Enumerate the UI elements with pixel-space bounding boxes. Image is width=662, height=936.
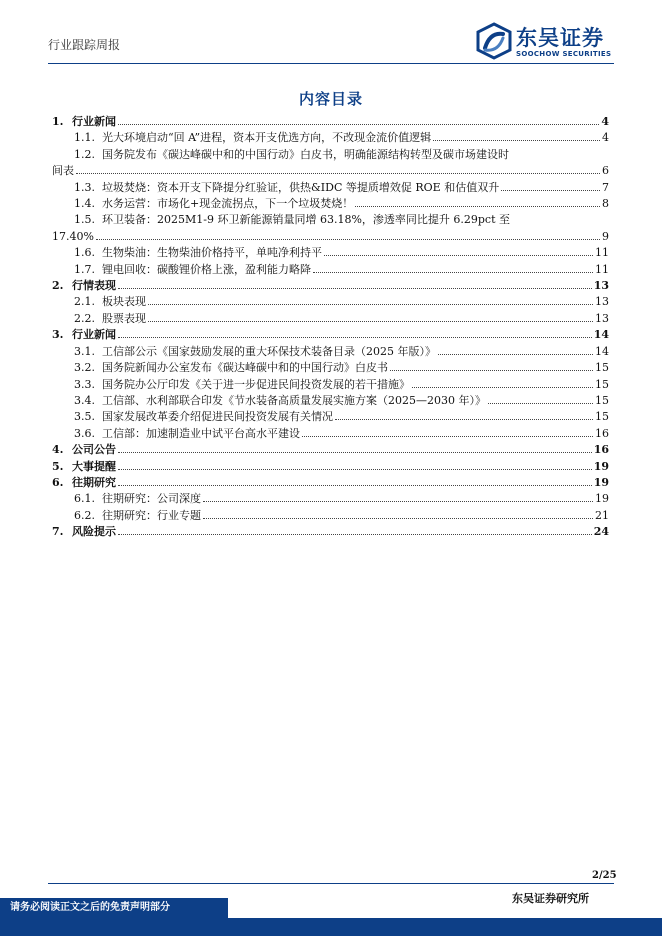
toc-entry[interactable] [52,278,609,294]
toc-entry-page: 21 [595,508,609,522]
page-number: 2/25 [592,870,617,881]
toc-dot-leader [118,485,592,486]
toc-entry-page: 6 [602,164,609,178]
toc-entry-title: 行业新闻 [72,328,116,342]
toc-entry-title: 工信部公示《国家鼓励发展的重大环保技术装备目录（2025 年版）》 [102,344,436,358]
toc-entry-title: 大事提醒 [72,459,116,473]
toc-entry-page: 13 [595,295,609,309]
toc-entry-page: 16 [593,443,609,457]
toc-dot-leader [118,452,592,453]
toc-entry[interactable] [52,491,609,507]
toc-entry[interactable] [52,377,609,393]
toc-entry-title: 行情表现 [72,279,116,293]
toc-entry[interactable] [52,294,609,310]
toc-entry[interactable] [52,459,609,475]
toc-entry-page: 14 [595,344,609,358]
toc-entry-page: 15 [595,377,609,391]
toc-entry-number: 2.1. [74,295,95,309]
toc-entry-title: 工信部：加速制造业中试平台高水平建设 [102,426,300,440]
toc-entry-page: 7 [602,180,609,194]
toc-entry-page: 15 [595,410,609,424]
toc-entry-title: 股票表现 [102,311,146,325]
toc-entry[interactable] [52,409,609,425]
toc-entry[interactable] [52,180,609,196]
toc-dot-leader [76,173,600,174]
toc-entry-number: 6.1. [74,492,95,506]
toc-dot-leader [118,534,592,535]
toc-entry[interactable] [52,212,609,245]
toc-entry-number: 6.2. [74,508,95,522]
toc-entry-page: 11 [595,262,609,276]
toc-entry-title: 往期研究：公司深度 [102,492,201,506]
toc-entry-number: 1.1. [74,131,95,145]
toc-dot-leader [148,321,593,322]
toc-entry[interactable] [52,327,609,343]
toc-dot-leader [118,124,599,125]
toc-dot-leader [148,304,593,305]
toc-entry-page: 4 [601,115,609,128]
toc-entry-title-continued: 间表 [52,164,74,178]
toc-entry-title: 工信部、水利部联合印发《节水装备高质量发展实施方案（2025—2030 年）》 [102,393,486,407]
toc-dot-leader [335,419,593,420]
toc-entry[interactable] [52,442,609,458]
toc-entry[interactable] [52,508,609,524]
toc-entry-page: 16 [595,426,609,440]
toc-entry-number: 2. [52,279,64,293]
toc-entry[interactable] [52,426,609,442]
toc-entry[interactable] [52,393,609,409]
toc-entry-title: 锂电回收：碳酸锂价格上涨，盈利能力略降 [102,262,311,276]
toc-entry-page: 8 [602,197,609,211]
toc-dot-leader [501,190,600,191]
toc-entry-number: 3.4. [74,393,95,407]
toc-dot-leader [302,436,593,437]
header-divider [48,63,614,64]
toc-entry-title-continued: 17.40% [52,229,94,243]
footer-organization: 东吴证券研究所 [512,892,589,905]
company-logo [476,22,616,62]
toc-entry-page: 14 [593,328,609,342]
toc-entry-title: 往期研究 [72,475,116,489]
toc-dot-leader [355,206,600,207]
logo-name-en: SOOCHOW SECURITIES [516,50,612,58]
toc-entry[interactable] [52,360,609,376]
toc-entry-title: 国务院发布《碳达峰碳中和的中国行动》白皮书，明确能源结构转型及碳市场建设时 [102,147,509,161]
toc-entry-page: 15 [595,361,609,375]
toc-entry-number: 1.7. [74,262,95,276]
toc-entry-number: 3.6. [74,426,95,440]
toc-entry[interactable] [52,196,609,212]
toc-entry-number: 5. [52,459,64,473]
toc-entry[interactable] [52,147,609,180]
logo-name-cn: 东吴证券 [516,26,604,50]
toc-dot-leader [203,518,593,519]
toc-entry-page: 19 [595,492,609,506]
toc-entry-title: 环卫装备：2025M1-9 环卫新能源销量同增 63.18%，渗透率同比提升 6.29pct 至 [102,213,511,227]
toc-entry-number: 3.3. [74,377,95,391]
toc-dot-leader [438,354,593,355]
toc-dot-leader [433,140,600,141]
toc-entry[interactable] [52,245,609,261]
toc-entry[interactable] [52,475,609,491]
toc-entry-number: 1. [52,115,64,128]
toc-entry-page: 9 [602,229,609,243]
toc-entry-number: 3.2. [74,361,95,375]
toc-dot-leader [118,288,592,289]
toc-entry-number: 7. [52,525,64,539]
toc-entry-number: 3.1. [74,344,95,358]
toc-entry-title: 国务院办公厅印发《关于进一步促进民间投资发展的若干措施》 [102,377,410,391]
toc-dot-leader [412,387,593,388]
toc-dot-leader [313,272,593,273]
toc-entry-number: 4. [52,443,64,457]
toc-entry-title: 公司公告 [72,443,116,457]
toc-entry-number: 6. [52,475,64,489]
toc-entry[interactable] [52,311,609,327]
toc-dot-leader [118,469,592,470]
toc-entry-number: 1.4. [74,197,95,211]
toc-entry[interactable] [52,524,609,540]
toc-entry-title: 国务院新闻办公室发布《碳达峰碳中和的中国行动》白皮书 [102,361,388,375]
toc-entry-title: 往期研究：行业专题 [102,508,201,522]
toc-dot-leader [390,370,593,371]
toc-entry[interactable] [52,114,609,130]
toc-entry-title: 风险提示 [72,525,116,539]
report-category: 行业跟踪周报 [48,38,121,52]
toc-dot-leader [488,403,593,404]
table-of-contents [52,114,609,541]
toc-entry-number: 1.6. [74,246,95,260]
toc-entry-number: 2.2. [74,311,95,325]
toc-entry-title: 光大环境启动“回 A”进程，资本开支优选方向，不改现金流价值逻辑 [102,131,432,145]
logo-mark-icon [476,22,512,60]
footer-divider [48,883,614,884]
toc-dot-leader [118,337,592,338]
disclaimer-banner: 请务必阅读正文之后的免责声明部分 [0,898,228,918]
toc-entry-number: 1.3. [74,180,95,194]
toc-entry-number: 1.5. [74,213,95,227]
toc-entry-page: 15 [595,393,609,407]
toc-dot-leader [203,501,593,502]
toc-title: 内容目录 [298,90,363,108]
toc-entry-number: 3.5. [74,410,95,424]
toc-entry-title: 垃圾焚烧：资本开支下降提分红验证，供热&IDC 等提质增效促 ROE 和估值双升 [102,180,500,194]
toc-entry-page: 11 [595,246,609,260]
toc-entry-page: 4 [602,131,609,145]
toc-entry-page: 24 [593,525,609,539]
toc-entry-title: 生物柴油：生物柴油价格持平，单吨净利持平 [102,246,322,260]
toc-entry-number: 1.2. [74,147,95,161]
toc-dot-leader [96,239,600,240]
toc-entry[interactable] [52,130,609,146]
toc-entry-page: 13 [593,279,609,293]
toc-entry[interactable] [52,262,609,278]
toc-entry-page: 13 [595,311,609,325]
toc-entry-title: 国家发展改革委介绍促进民间投资发展有关情况 [102,410,333,424]
toc-entry-title: 行业新闻 [72,115,116,128]
toc-dot-leader [324,255,593,256]
toc-entry-page: 19 [593,459,609,473]
toc-entry-title: 板块表现 [102,295,146,309]
bottom-bar [0,918,662,936]
toc-entry[interactable] [52,344,609,360]
toc-entry-title: 水务运营：市场化+现金流拐点，下一个垃圾焚烧！ [102,197,354,211]
toc-entry-number: 3. [52,328,64,342]
toc-entry-page: 19 [593,475,609,489]
